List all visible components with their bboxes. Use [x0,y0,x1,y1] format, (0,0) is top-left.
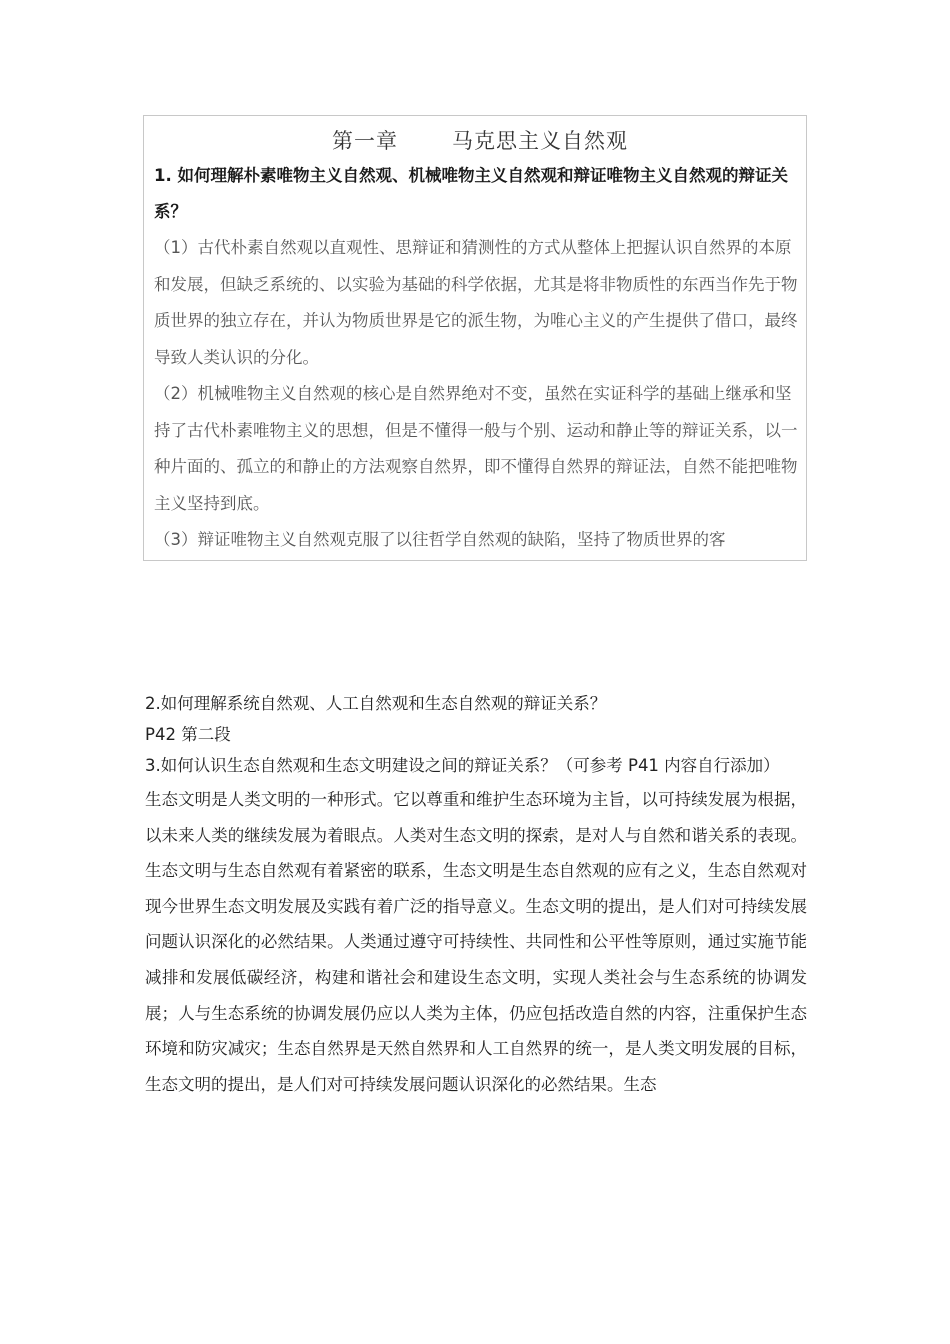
question-3: 3.如何认识生态自然观和生态文明建设之间的辩证关系？（可参考 P41 内容自行添加） [145,756,780,775]
chapter-name: 马克思主义自然观 [452,129,628,153]
chapter-title [154,124,806,158]
answer-2-paragraph: （2）机械唯物主义自然观的核心是自然界绝对不变，虽然在实证科学的基础上继承和坚持了古代朴素唯物主义的思想，但是不懂得一般与个别、运动和静止等的辩证关系，以一种片面的、孤立的和静止的方法观察自然界，即不懂得自然界的辩证法，自然不能把唯物主义坚持到底。 [154,384,798,513]
chapter-number: 第一章 [332,129,398,153]
question-1-heading: 1. 如何理解朴素唯物主义自然观、机械唯物主义自然观和辩证唯物主义自然观的辩证关系？ [154,166,788,221]
answer-3-paragraph: （3）辩证唯物主义自然观克服了以往哲学自然观的缺陷，坚持了物质世界的客 [154,530,726,549]
answer-1-paragraph: （1）古代朴素自然观以直观性、思辩证和猜测性的方式从整体上把握认识自然界的本原和发展，但缺乏系统的、以实验为基础的科学依据，尤其是将非物质性的东西当作先于物质世界的独立存在，并认为物质世界是它的派生物，为唯心主义的产生提供了借口，最终导致人类认识的分化。 [154,238,798,367]
answer-3-paragraph-main: 生态文明是人类文明的一种形式。它以尊重和维护生态环境为主旨，以可持续发展为根据，以未来人类的继续发展为着眼点。人类对生态文明的探索，是对人与自然和谐关系的表现。生态文明与生态自然观有着紧密的联系，生态文明是生态自然观的应有之义，生态自然观对现今世界生态文明发展及实践有着广泛的指导意义。生态文明的提出，是人们对可持续发展问题认识深化的必然结果。人类通过遵守可持续性、共同性和公平性等原则，通过实施节能减排和发展低碳经济，构建和谐社会和建设生态文明，实现人类社会与生态系统的协调发展；人与生态系统的协调发展仍应以人类为主体，仍应包括改造自然的内容，注重保护生态环境和防灾减灾；生态自然界是天然自然界和人工自然界的统一，是人类文明发展的目标，生态文明的提出，是人们对可持续发展问题认识深化的必然结果。生态 [145,790,807,1094]
textbook-excerpt-image [143,115,807,561]
question-2: 2.如何理解系统自然观、人工自然观和生态自然观的辩证关系？ [145,694,607,713]
question-2-note: P42 第二段 [145,725,231,744]
main-content [145,688,807,1102]
